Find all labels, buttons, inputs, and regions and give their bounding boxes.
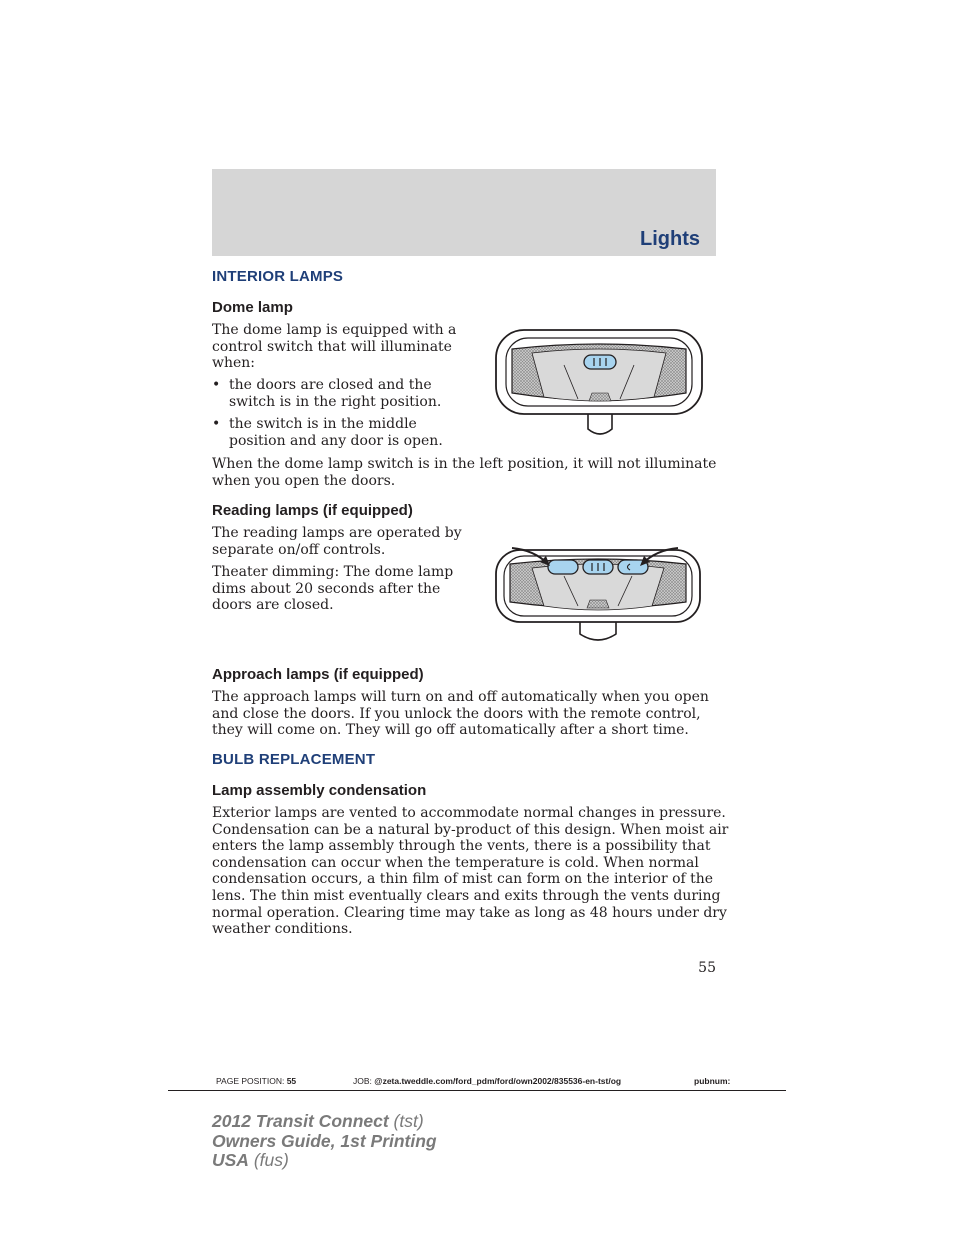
heading-bulb-replacement: BULB REPLACEMENT — [212, 751, 376, 768]
heading-approach-lamps: Approach lamps (if equipped) — [212, 666, 424, 683]
bullet-dot: • — [212, 416, 221, 432]
bullet-dot: • — [212, 377, 221, 393]
dome-lamp-illustration — [494, 327, 706, 441]
dome-lamp-note: When the dome lamp switch is in the left position, it will not illuminate when you open the doors. — [212, 456, 717, 489]
footer-job: JOB: @zeta.tweddle.com/ford_pdm/ford/own2002/835536-en-tst/og — [353, 1076, 622, 1086]
document-identifier: 2012 Transit Connect (tst) Owners Guide, 1st Printing USA (fus) — [212, 1111, 437, 1170]
heading-reading-lamps: Reading lamps (if equipped) — [212, 502, 413, 519]
approach-lamps-para: The approach lamps will turn on and off automatically when you open and close the doors. If you unlock the doors with the remote control, they will come on. They will go off automatically after a short time. — [212, 689, 709, 739]
footer-page-position: PAGE POSITION: 55 — [216, 1076, 297, 1086]
footer-pubnum: pubnum: — [694, 1076, 731, 1086]
heading-interior-lamps: INTERIOR LAMPS — [212, 268, 344, 285]
footer-divider — [168, 1090, 786, 1091]
reading-lamps-para-2: Theater dimming: The dome lamp dims about 20 seconds after the doors are closed. — [212, 564, 454, 614]
heading-lamp-condensation: Lamp assembly condensation — [212, 782, 427, 799]
page-number: 55 — [698, 960, 716, 976]
heading-dome-lamp: Dome lamp — [212, 299, 293, 316]
lamp-condensation-para: Exterior lamps are vented to accommodate normal changes in pressure. Condensation can be a natural by-product of this design. When moist air enters the lamp assembly through the vents, there is a possibility that condensation can occur when the temperature is cold. When normal condensation occurs, a thin film of mist can form on the interior of the lens. The thin mist eventually clears and exits through the vents during normal operation. Clearing time may take as long as 48 hours under dry weather conditions. — [212, 805, 729, 938]
reading-lamps-illustration — [492, 540, 704, 646]
reading-lamps-para-1: The reading lamps are operated by separate on/off controls. — [212, 525, 462, 558]
section-title: Lights — [640, 228, 700, 250]
dome-lamp-intro: The dome lamp is equipped with a control switch that will illuminate when: — [212, 322, 457, 372]
section-header-band — [212, 169, 716, 256]
